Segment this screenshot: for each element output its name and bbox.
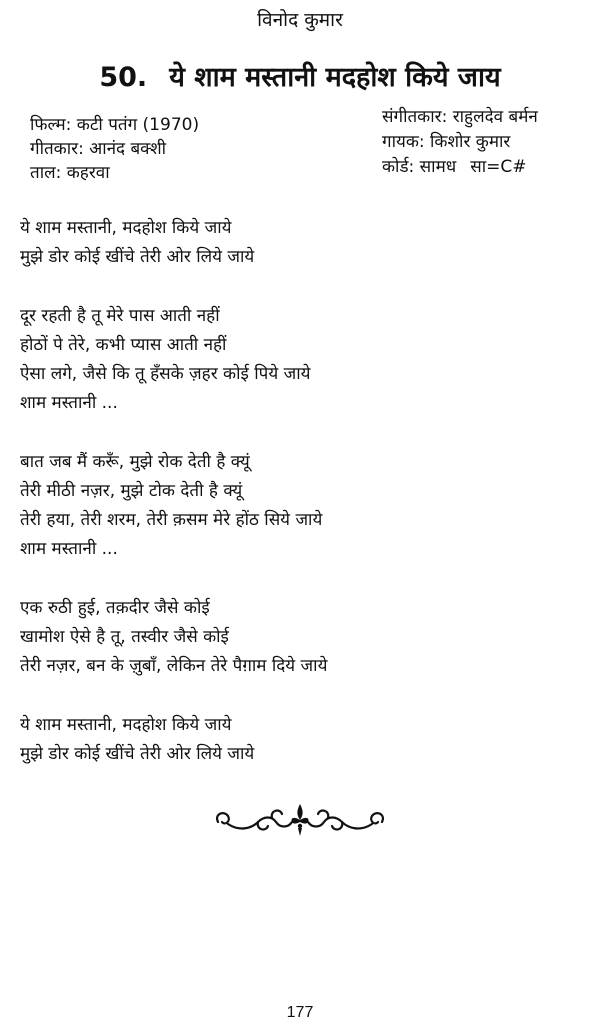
lyrics-body: [20, 214, 580, 799]
stanza: [20, 302, 580, 418]
lyric-line: दूर रहती है तू मेरे पास आती नहीं: [20, 306, 220, 326]
lyric-line: मुझे डोर कोई खींचे तेरी ओर लिये जाये: [20, 744, 255, 764]
stanza: [20, 448, 580, 564]
lyric-line: होठों पे तेरे, कभी प्यास आती नहीं: [20, 335, 227, 355]
lyric-line: तेरी नज़र, बन के ज़ुबाँ, लेकिन तेरे पैग़ाम दिये जाये: [20, 656, 328, 676]
taal-credit: ताल: कहरवा: [30, 163, 110, 183]
stanza: [20, 711, 580, 769]
song-title-text: ये शाम मस्तानी मदहोश किये जाय: [169, 62, 501, 93]
scale-note: सा=C#: [470, 157, 527, 177]
song-title: [0, 60, 600, 96]
lyric-line: एक रुठी हुई, तक़दीर जैसे कोई: [20, 598, 210, 618]
chord-info: [382, 155, 538, 180]
song-meta-left: [30, 113, 199, 185]
lyric-line: ये शाम मस्तानी, मदहोश किये जाये: [20, 218, 232, 238]
lyric-line: ये शाम मस्तानी, मदहोश किये जाये: [20, 715, 232, 735]
lyric-line: तेरी हया, तेरी शरम, तेरी क़सम मेरे होंठ सिये जाये: [20, 510, 323, 530]
lyric-line: ऐसा लगे, जैसे कि तू हँसके ज़हर कोई पिये जाये: [20, 364, 311, 384]
stanza: [20, 594, 580, 681]
film-credit: फिल्म: कटी पतंग (1970): [30, 115, 200, 135]
song-meta-right: [382, 105, 538, 180]
lyric-line: बात जब मैं करूँ, मुझे रोक देती है क्यूं: [20, 452, 250, 472]
page-number: 177: [286, 1004, 314, 1021]
flourish-divider-icon: [210, 800, 390, 840]
song-number: 50.: [99, 62, 148, 93]
lyricist-credit: गीतकार: आनंद बक्शी: [30, 139, 167, 159]
lyric-line: शाम मस्तानी ...: [20, 539, 118, 559]
singer-credit: गायक: किशोर कुमार: [382, 132, 511, 152]
composer-credit: संगीतकार: राहुलदेव बर्मन: [382, 107, 538, 127]
lyric-line: शाम मस्तानी ...: [20, 393, 118, 413]
running-head-author: विनोद कुमार: [257, 9, 343, 31]
lyric-line: तेरी मीठी नज़र, मुझे टोक देती है क्यूं: [20, 481, 243, 501]
lyric-line: मुझे डोर कोई खींचे तेरी ओर लिये जाये: [20, 247, 255, 267]
lyric-line: खामोश ऐसे है तू, तस्वीर जैसे कोई: [20, 627, 229, 647]
chord-notes: कोर्ड: सामध: [382, 157, 457, 177]
stanza: [20, 214, 580, 272]
